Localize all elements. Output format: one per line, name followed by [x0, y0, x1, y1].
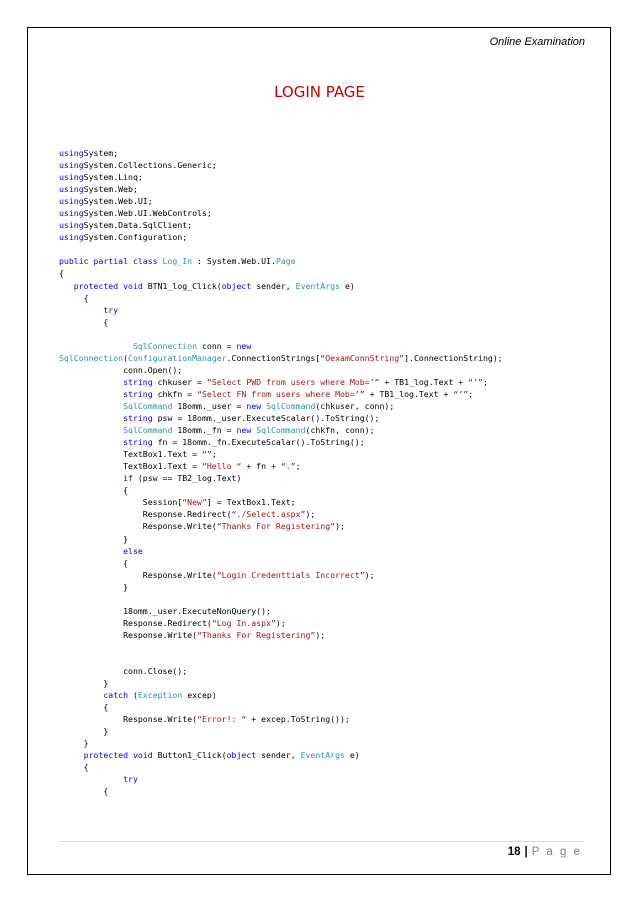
code-listing	[59, 147, 604, 798]
code-string: “Login Credenttials Incorrect”	[216, 569, 365, 580]
code-text: System.Configuration;	[83, 232, 188, 243]
code-keyword: new	[236, 340, 252, 351]
code-line	[59, 629, 604, 641]
code-type: SqlCommand	[123, 400, 173, 411]
page-title: LOGIN PAGE	[274, 83, 365, 101]
code-line	[59, 508, 604, 520]
code-line	[59, 773, 604, 785]
code-line	[59, 545, 604, 557]
code-text	[59, 413, 123, 423]
code-text: Response.Write(	[59, 714, 198, 725]
code-line	[59, 713, 604, 725]
code-text: Response.Write(	[59, 569, 217, 580]
code-string: “”	[201, 449, 212, 460]
code-text: ;	[295, 461, 301, 472]
code-text	[59, 437, 123, 447]
code-text: {	[59, 292, 89, 303]
code-type: SqlCommand	[256, 425, 306, 436]
code-text: Button1_Click(	[152, 750, 227, 761]
code-text: sender,	[251, 280, 296, 291]
code-text: );	[364, 569, 375, 580]
code-text: excep)	[182, 690, 217, 701]
code-keyword: string	[123, 437, 153, 448]
code-keyword: using	[59, 148, 84, 158]
code-type: Page	[275, 256, 296, 267]
code-text: System.Data.SqlClient;	[83, 220, 193, 231]
code-text: e)	[344, 750, 360, 761]
code-keyword: catch	[103, 690, 129, 701]
code-keyword: string	[123, 413, 153, 424]
code-text: }	[59, 678, 109, 689]
code-text: 18omm._fn =	[172, 425, 237, 436]
code-text: + fn +	[241, 461, 281, 472]
code-text: }	[59, 726, 109, 737]
code-text: (chkuser, conn);	[315, 400, 395, 411]
code-text	[59, 425, 123, 435]
code-text: .ConnectionStrings[	[226, 352, 321, 363]
code-text	[59, 750, 84, 760]
code-line	[59, 569, 604, 581]
code-line	[59, 195, 604, 207]
code-string: “OexamConnString”	[320, 352, 405, 363]
code-type: SqlConnection	[59, 352, 124, 363]
code-string: “.”	[280, 461, 296, 472]
code-type: EventArgs	[295, 280, 341, 291]
code-line	[59, 785, 604, 797]
code-text: ;	[211, 449, 217, 460]
code-string: “Select PWD from users where Mob=’”	[206, 376, 380, 387]
code-text: {	[59, 485, 129, 496]
code-text: conn.Close();	[59, 666, 188, 677]
code-text	[59, 341, 133, 351]
code-text: fn = 18omm._fn.ExecuteScalar().ToString();	[152, 437, 365, 448]
code-text: (chkfn, conn);	[305, 425, 375, 436]
code-text: {	[59, 268, 64, 279]
code-keyword: using	[59, 196, 84, 207]
code-keyword: protected void	[83, 750, 153, 761]
code-string: “Hello “	[201, 461, 242, 472]
code-keyword: object	[226, 750, 257, 761]
code-string: “Thanks For Registering”	[216, 521, 336, 532]
code-text: System.Web.UI.WebControls;	[83, 208, 212, 219]
code-line	[59, 533, 604, 545]
code-text: );	[335, 521, 345, 532]
code-text: chkfn =	[152, 388, 198, 399]
code-text: System;	[83, 148, 119, 158]
code-line	[59, 701, 604, 713]
code-text	[59, 546, 123, 556]
code-line	[59, 352, 604, 364]
code-text: ;	[482, 376, 488, 387]
footer-separator: |	[524, 846, 528, 858]
code-text: }	[59, 738, 89, 749]
code-text	[59, 774, 123, 784]
code-line	[59, 749, 604, 761]
code-string: “’”	[453, 388, 469, 399]
code-text	[59, 377, 123, 387]
code-text	[59, 389, 123, 399]
code-text: Response.Write(	[59, 629, 198, 640]
code-text: + TB1_log.Text +	[364, 388, 454, 399]
code-text: Response.Redirect(	[59, 509, 232, 520]
code-keyword: using	[59, 172, 84, 183]
code-keyword: string	[123, 388, 153, 399]
code-line	[59, 605, 604, 617]
code-line	[59, 436, 604, 448]
code-string: “New”	[182, 497, 207, 508]
code-keyword: else	[123, 545, 143, 556]
code-keyword: using	[59, 208, 84, 219]
code-line	[59, 255, 604, 267]
code-string: “Error!: “	[197, 714, 247, 725]
code-text: System.Collections.Generic;	[83, 160, 217, 171]
code-text: Response.Redirect(	[59, 617, 212, 628]
code-keyword: try	[103, 304, 119, 315]
code-type: SqlCommand	[266, 400, 316, 411]
code-text	[59, 401, 123, 411]
page-header: Online Examination	[489, 36, 585, 48]
code-line	[59, 484, 604, 496]
code-text	[59, 473, 123, 483]
code-text: : System.Web.UI.	[192, 256, 276, 267]
code-line	[59, 316, 604, 328]
code-line	[59, 171, 604, 183]
code-text: Session[	[59, 497, 183, 508]
code-line	[59, 267, 604, 279]
code-line	[59, 761, 604, 773]
code-string: “Log In.aspx”	[211, 617, 276, 628]
code-string: “’”	[468, 376, 483, 387]
code-keyword: object	[221, 280, 252, 291]
code-keyword: new	[236, 425, 252, 436]
code-line	[59, 231, 604, 243]
code-line	[59, 340, 604, 352]
code-line	[59, 219, 604, 231]
code-text: System.Web.UI;	[83, 196, 153, 207]
code-line	[59, 689, 604, 701]
code-text: }	[59, 533, 129, 544]
code-text: }	[59, 581, 129, 592]
code-line	[59, 280, 604, 292]
code-text: ;	[468, 388, 474, 399]
code-line	[59, 581, 604, 593]
code-text: TextBox1.Text =	[59, 449, 202, 460]
code-line	[59, 159, 604, 171]
code-keyword: using	[59, 220, 84, 231]
code-line	[59, 677, 604, 689]
code-type: ConfigurationManager	[128, 352, 227, 363]
code-text	[59, 305, 103, 315]
code-line	[59, 496, 604, 508]
code-line	[59, 400, 604, 412]
code-text: + excep.ToString());	[246, 714, 350, 725]
code-text: sender,	[256, 750, 301, 761]
code-line	[59, 328, 604, 340]
code-line	[59, 364, 604, 376]
code-text: {	[59, 557, 129, 568]
code-text: 18omm._user.ExecuteNonQuery();	[59, 605, 271, 616]
code-keyword: public partial class	[59, 256, 158, 267]
code-line	[59, 472, 604, 484]
code-line	[59, 424, 604, 436]
code-keyword: if	[123, 473, 133, 484]
code-line	[59, 412, 604, 424]
code-line	[59, 304, 604, 316]
code-string: “Thanks For Registering”	[197, 629, 316, 640]
page-label: P a g e	[531, 846, 582, 858]
code-text: System.Web;	[83, 184, 138, 195]
code-line	[59, 388, 604, 400]
code-line	[59, 653, 604, 665]
code-text: e)	[340, 280, 355, 291]
code-line	[59, 665, 604, 677]
code-text: BTN1_log_Click(	[142, 280, 222, 291]
code-line	[59, 183, 604, 195]
code-type: Exception	[137, 690, 183, 701]
code-text: (psw == TB2_log.Text)	[132, 473, 242, 484]
code-type: EventArgs	[300, 750, 345, 761]
code-text: chkuser =	[152, 376, 207, 387]
code-text	[59, 281, 74, 291]
code-text: );	[305, 509, 316, 520]
code-text: 18omm._user =	[172, 400, 247, 411]
code-keyword: try	[123, 774, 138, 785]
code-line	[59, 641, 604, 653]
code-keyword: using	[59, 184, 84, 195]
code-text: ] = TextBox1.Text;	[206, 497, 296, 508]
code-line	[59, 243, 604, 255]
code-type: SqlCommand	[123, 425, 173, 436]
code-text: );	[315, 629, 326, 640]
code-line	[59, 725, 604, 737]
code-line	[59, 617, 604, 629]
code-text: ].ConnectionString);	[404, 352, 503, 363]
code-text: conn =	[197, 340, 237, 351]
code-text: psw = 18omm._user.ExecuteScalar().ToString();	[152, 413, 380, 424]
code-type: SqlConnection	[132, 340, 198, 351]
code-text: Response.Write(	[59, 521, 217, 532]
code-text: conn.Open();	[59, 364, 183, 375]
page-number: 18	[507, 846, 521, 858]
code-line	[59, 520, 604, 532]
code-string: “./Select.aspx”	[231, 509, 306, 520]
code-keyword: new	[246, 400, 262, 411]
code-line	[59, 737, 604, 749]
code-text: {	[59, 702, 109, 713]
code-string: “Select FN from users where Mob=’”	[197, 388, 365, 399]
code-line	[59, 207, 604, 219]
code-text	[59, 690, 103, 700]
code-line	[59, 448, 604, 460]
code-line	[59, 460, 604, 472]
code-line	[59, 292, 604, 304]
page-footer	[508, 846, 582, 858]
code-keyword: protected void	[73, 280, 143, 291]
code-text: {	[59, 762, 89, 773]
code-type: Log_In	[162, 256, 193, 267]
code-line	[59, 147, 604, 159]
code-line	[59, 593, 604, 605]
footer-divider	[59, 841, 584, 842]
code-text: {	[59, 316, 109, 327]
code-text: (	[123, 352, 129, 363]
code-text: (	[128, 690, 138, 701]
code-keyword: using	[59, 232, 84, 243]
code-line	[59, 557, 604, 569]
code-text: {	[59, 786, 109, 797]
code-keyword: string	[123, 376, 153, 387]
code-line	[59, 376, 604, 388]
code-text: TextBox1.Text =	[59, 461, 202, 472]
code-keyword: using	[59, 160, 84, 171]
code-text: + TB1_log.Text +	[379, 376, 469, 387]
code-text: System.Linq;	[83, 172, 143, 183]
code-text: );	[275, 617, 286, 628]
